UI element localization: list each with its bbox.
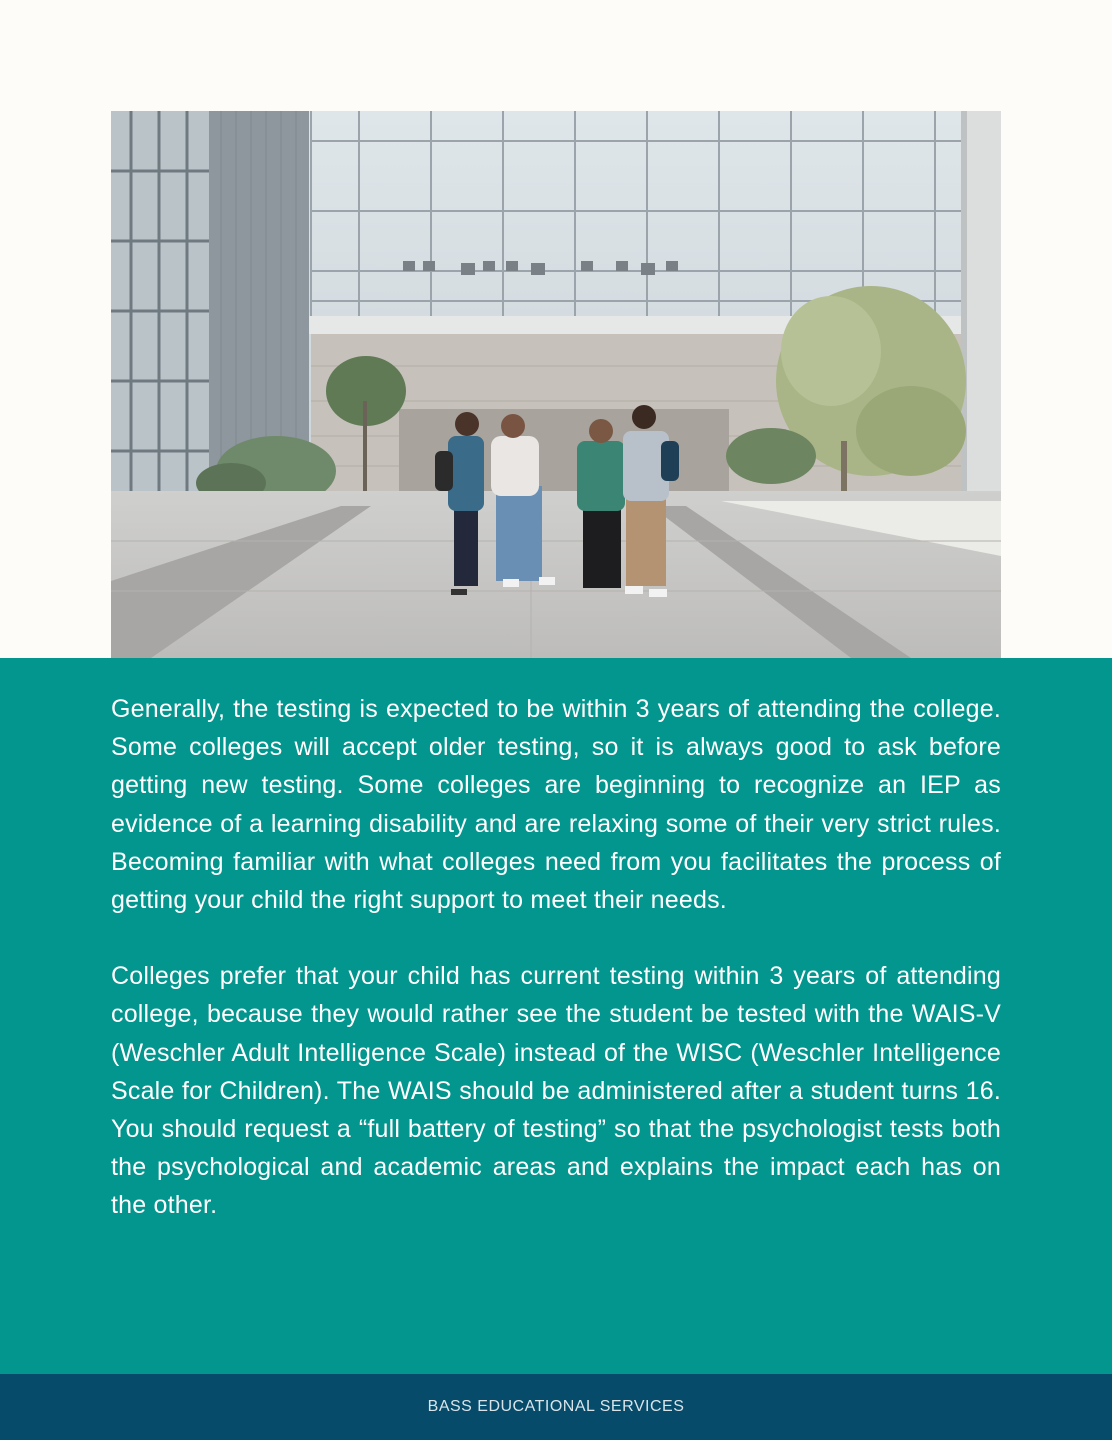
campus-photo	[111, 111, 1001, 658]
footer-label: BASS EDUCATIONAL SERVICES	[427, 1398, 685, 1415]
paragraph-testing-window: Generally, the testing is expected to be within 3 years of attending the college. Some colleges will accept older testing, so it is always good to ask before getting new testing. Some colleges are beginning to recognize an IEP as evidence of a learning disability and are relaxing some of their very strict rules. Becoming familiar with what colleges need from you facilitates the process of getting your child the right support to meet their needs.	[111, 695, 1001, 915]
footer-band	[0, 1374, 1112, 1440]
body-text	[111, 690, 1001, 1263]
paragraph-wais-testing: Colleges prefer that your child has current testing within 3 years of attending college, because they would rather see the student be tested with the WAIS-V (Weschler Adult Intelligence Scale) instead of the WISC (Weschler Intelligence Scale for Children). The WAIS should be administered after a student turns 16. You should request a “full battery of testing” so that the psychologist tests both the psychological and academic areas and explains the impact each has on the other.	[111, 962, 1001, 1220]
